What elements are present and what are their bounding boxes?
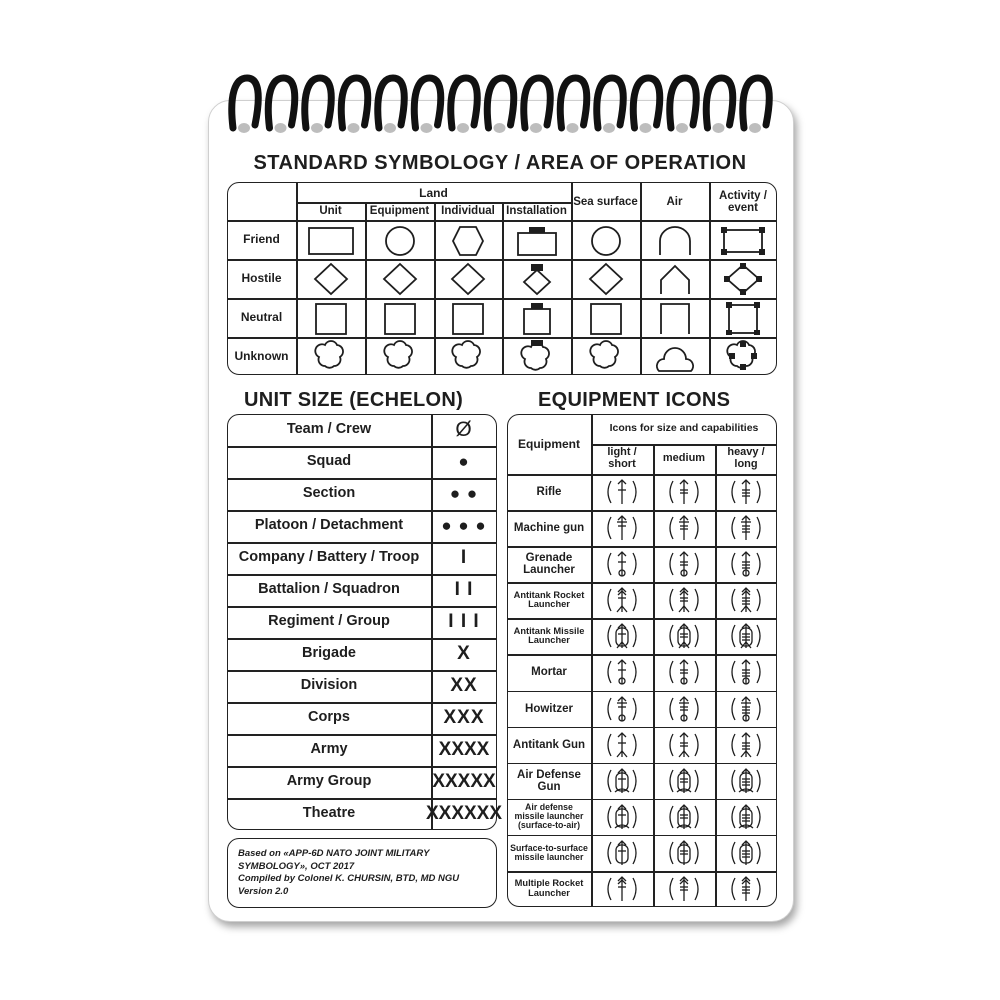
antitank-rocket-launcher-icon bbox=[726, 584, 766, 616]
equipment-icons-title: EQUIPMENT ICONS bbox=[538, 389, 731, 411]
size-column-header: medium bbox=[662, 452, 706, 465]
antitank-rocket-launcher-icon bbox=[602, 584, 642, 616]
cornered-quatrefoil-frame-icon bbox=[715, 339, 771, 373]
air-defense-missile-launcher-icon bbox=[726, 801, 766, 833]
equipment-label: Surface-to-surface missile launcher bbox=[510, 842, 588, 862]
echelon-symbol: I I I bbox=[448, 611, 480, 633]
equipment-label: Air defense missile launcher (surface-to-air) bbox=[514, 801, 584, 831]
echelon-label: Battalion / Squadron bbox=[258, 581, 400, 598]
table-rule bbox=[591, 414, 593, 907]
table-rule bbox=[502, 202, 504, 375]
binding-ring bbox=[560, 78, 587, 133]
multiple-rocket-launcher-icon bbox=[726, 873, 766, 905]
table-rule bbox=[227, 298, 777, 300]
circle-frame-icon bbox=[578, 223, 634, 257]
echelon-label: Division bbox=[300, 677, 358, 694]
mortar-icon bbox=[602, 656, 642, 688]
machine-gun-icon bbox=[726, 512, 766, 544]
open-square-frame-icon bbox=[647, 301, 703, 335]
binding-ring bbox=[633, 78, 660, 133]
diamond-installation-frame-icon bbox=[509, 262, 565, 296]
diamond-frame-icon bbox=[303, 262, 359, 296]
mortar-icon bbox=[726, 656, 766, 688]
quatrefoil-installation-frame-icon bbox=[509, 339, 565, 373]
antitank-missile-launcher-icon bbox=[664, 620, 704, 652]
table-rule bbox=[365, 202, 367, 375]
binding-ring bbox=[524, 78, 551, 133]
echelon-symbol: ● ● bbox=[449, 484, 479, 504]
echelon-symbol: X bbox=[457, 643, 471, 665]
affiliation-label: Unknown bbox=[234, 348, 289, 363]
machine-gun-icon bbox=[664, 512, 704, 544]
column-header: Installation bbox=[506, 205, 567, 218]
echelon-label: Brigade bbox=[302, 645, 356, 662]
antitank-gun-icon bbox=[602, 729, 642, 761]
echelon-label: Theatre bbox=[302, 805, 356, 822]
source-note bbox=[227, 838, 497, 908]
size-column-header: heavy / long bbox=[727, 446, 765, 470]
antitank-gun-icon bbox=[664, 729, 704, 761]
equipment-label: Mortar bbox=[531, 666, 567, 679]
equipment-label: Multiple Rocket Launcher bbox=[514, 878, 584, 898]
source-line-2: SYMBOLOGY», OCT 2017 bbox=[238, 860, 355, 872]
quatrefoil-frame-icon bbox=[440, 339, 496, 373]
binding-ring bbox=[305, 78, 332, 133]
rectangle-frame-icon bbox=[303, 223, 359, 257]
size-column-header: light / short bbox=[607, 446, 637, 470]
echelon-label: Squad bbox=[306, 453, 352, 470]
echelon-label: Army Group bbox=[286, 773, 372, 790]
equipment-label: Grenade Launcher bbox=[523, 552, 575, 577]
equipment-label: Antitank Rocket Launcher bbox=[513, 589, 585, 610]
diamond-frame-icon bbox=[578, 262, 634, 296]
cornered-rectangle-frame-icon bbox=[715, 223, 771, 257]
chevron-frame-icon bbox=[647, 262, 703, 296]
air-defense-missile-launcher-icon bbox=[664, 801, 704, 833]
echelon-symbol: Ø bbox=[455, 417, 473, 441]
quatrefoil-frame-icon bbox=[303, 339, 359, 373]
land-header: Land bbox=[419, 185, 448, 200]
antitank-gun-icon bbox=[726, 729, 766, 761]
column-header: Air bbox=[666, 195, 683, 208]
column-header: Unit bbox=[319, 205, 342, 218]
diamond-frame-icon bbox=[372, 262, 428, 296]
equipment-label: Air Defense Gun bbox=[517, 768, 581, 793]
page-title: STANDARD SYMBOLOGY / AREA OF OPERATION bbox=[253, 152, 747, 174]
table-rule bbox=[227, 220, 777, 222]
echelon-symbol: ● bbox=[458, 452, 470, 472]
echelon-symbol: XXXXX bbox=[432, 771, 496, 793]
binding-ring bbox=[232, 78, 259, 133]
binding-ring bbox=[706, 78, 733, 133]
echelon-label: Platoon / Detachment bbox=[254, 517, 404, 534]
echelon-symbol: XX bbox=[450, 675, 478, 697]
howitzer-icon bbox=[726, 693, 766, 725]
grenade-launcher-icon bbox=[602, 548, 642, 580]
equipment-label: Machine gun bbox=[513, 522, 585, 535]
multiple-rocket-launcher-icon bbox=[664, 873, 704, 905]
affiliation-label: Neutral bbox=[240, 310, 283, 325]
binding-ring bbox=[268, 78, 295, 133]
column-header: Individual bbox=[441, 205, 495, 218]
arch-frame-icon bbox=[647, 223, 703, 257]
echelon-label: Corps bbox=[308, 709, 350, 726]
quatrefoil-frame-icon bbox=[578, 339, 634, 373]
mortar-icon bbox=[664, 656, 704, 688]
echelon-symbol: I I bbox=[454, 579, 474, 601]
binding-ring bbox=[414, 78, 441, 133]
binding-ring bbox=[378, 78, 405, 133]
column-header: Sea surface bbox=[573, 195, 638, 208]
circle-frame-icon bbox=[372, 223, 428, 257]
grenade-launcher-icon bbox=[726, 548, 766, 580]
binding-ring bbox=[341, 78, 368, 133]
hexagon-frame-icon bbox=[440, 223, 496, 257]
compiler-line: Compiled by Colonel K. CHURSIN, BTD, MD NGU bbox=[238, 873, 460, 884]
air-defense-gun-icon bbox=[726, 765, 766, 797]
table-rule bbox=[227, 259, 777, 261]
unit-size-title: UNIT SIZE (ECHELON) bbox=[244, 389, 464, 411]
echelon-label: Regiment / Group bbox=[268, 613, 390, 630]
binding-ring bbox=[487, 78, 514, 133]
echelon-symbol: XXXX bbox=[438, 739, 490, 761]
surface-to-surface-missile-launcher-icon bbox=[602, 837, 642, 869]
howitzer-icon bbox=[602, 693, 642, 725]
table-rule bbox=[653, 444, 655, 907]
equipment-label: Antitank Gun bbox=[512, 738, 586, 751]
column-header: Activity / event bbox=[719, 189, 767, 214]
echelon-label: Company / Battery / Troop bbox=[238, 549, 420, 566]
trefoil-frame-icon bbox=[647, 339, 703, 373]
echelon-label: Army bbox=[310, 741, 348, 758]
machine-gun-icon bbox=[602, 512, 642, 544]
antitank-missile-launcher-icon bbox=[726, 620, 766, 652]
air-defense-gun-icon bbox=[602, 765, 642, 797]
binding-ring bbox=[597, 78, 624, 133]
equipment-label: Rifle bbox=[536, 486, 562, 498]
binding-ring bbox=[743, 78, 770, 133]
version-line: Version 2.0 bbox=[238, 885, 289, 897]
equipment-column-header: Equipment bbox=[518, 436, 580, 451]
diamond-frame-icon bbox=[440, 262, 496, 296]
grenade-launcher-icon bbox=[664, 548, 704, 580]
square-frame-icon bbox=[303, 301, 359, 335]
rifle-icon bbox=[664, 476, 704, 508]
echelon-symbol: XXX bbox=[443, 707, 485, 729]
table-rule bbox=[434, 202, 436, 375]
air-defense-gun-icon bbox=[664, 765, 704, 797]
antitank-rocket-launcher-icon bbox=[664, 584, 704, 616]
spiral-binding bbox=[0, 0, 1000, 150]
square-installation-frame-icon bbox=[509, 301, 565, 335]
surface-to-surface-missile-launcher-icon bbox=[664, 837, 704, 869]
icons-column-header: Icons for size and capabilities bbox=[609, 422, 759, 435]
square-frame-icon bbox=[440, 301, 496, 335]
antitank-missile-launcher-icon bbox=[602, 620, 642, 652]
echelon-label: Section bbox=[302, 485, 356, 502]
echelon-symbol: I bbox=[460, 547, 468, 569]
affiliation-label: Hostile bbox=[241, 271, 282, 286]
equipment-label: Howitzer bbox=[525, 702, 573, 715]
equipment-label: Antitank Missile Launcher bbox=[513, 625, 585, 646]
column-header: Equipment bbox=[369, 205, 430, 218]
source-line-1: Based on «APP-6D NATO JOINT MILITARY bbox=[238, 848, 430, 859]
binding-ring bbox=[451, 78, 478, 133]
multiple-rocket-launcher-icon bbox=[602, 873, 642, 905]
table-rule bbox=[715, 444, 717, 907]
square-frame-icon bbox=[578, 301, 634, 335]
cornered-square-frame-icon bbox=[715, 301, 771, 335]
rifle-icon bbox=[726, 476, 766, 508]
affiliation-label: Friend bbox=[243, 232, 280, 247]
echelon-symbol: ● ● ● bbox=[441, 516, 487, 536]
echelon-symbol: XXXXXX bbox=[425, 803, 503, 825]
quatrefoil-frame-icon bbox=[372, 339, 428, 373]
air-defense-missile-launcher-icon bbox=[602, 801, 642, 833]
howitzer-icon bbox=[664, 693, 704, 725]
cornered-diamond-frame-icon bbox=[715, 262, 771, 296]
rifle-icon bbox=[602, 476, 642, 508]
binding-ring bbox=[670, 78, 697, 133]
surface-to-surface-missile-launcher-icon bbox=[726, 837, 766, 869]
square-frame-icon bbox=[372, 301, 428, 335]
rectangle-installation-frame-icon bbox=[509, 223, 565, 257]
echelon-label: Team / Crew bbox=[286, 421, 372, 438]
